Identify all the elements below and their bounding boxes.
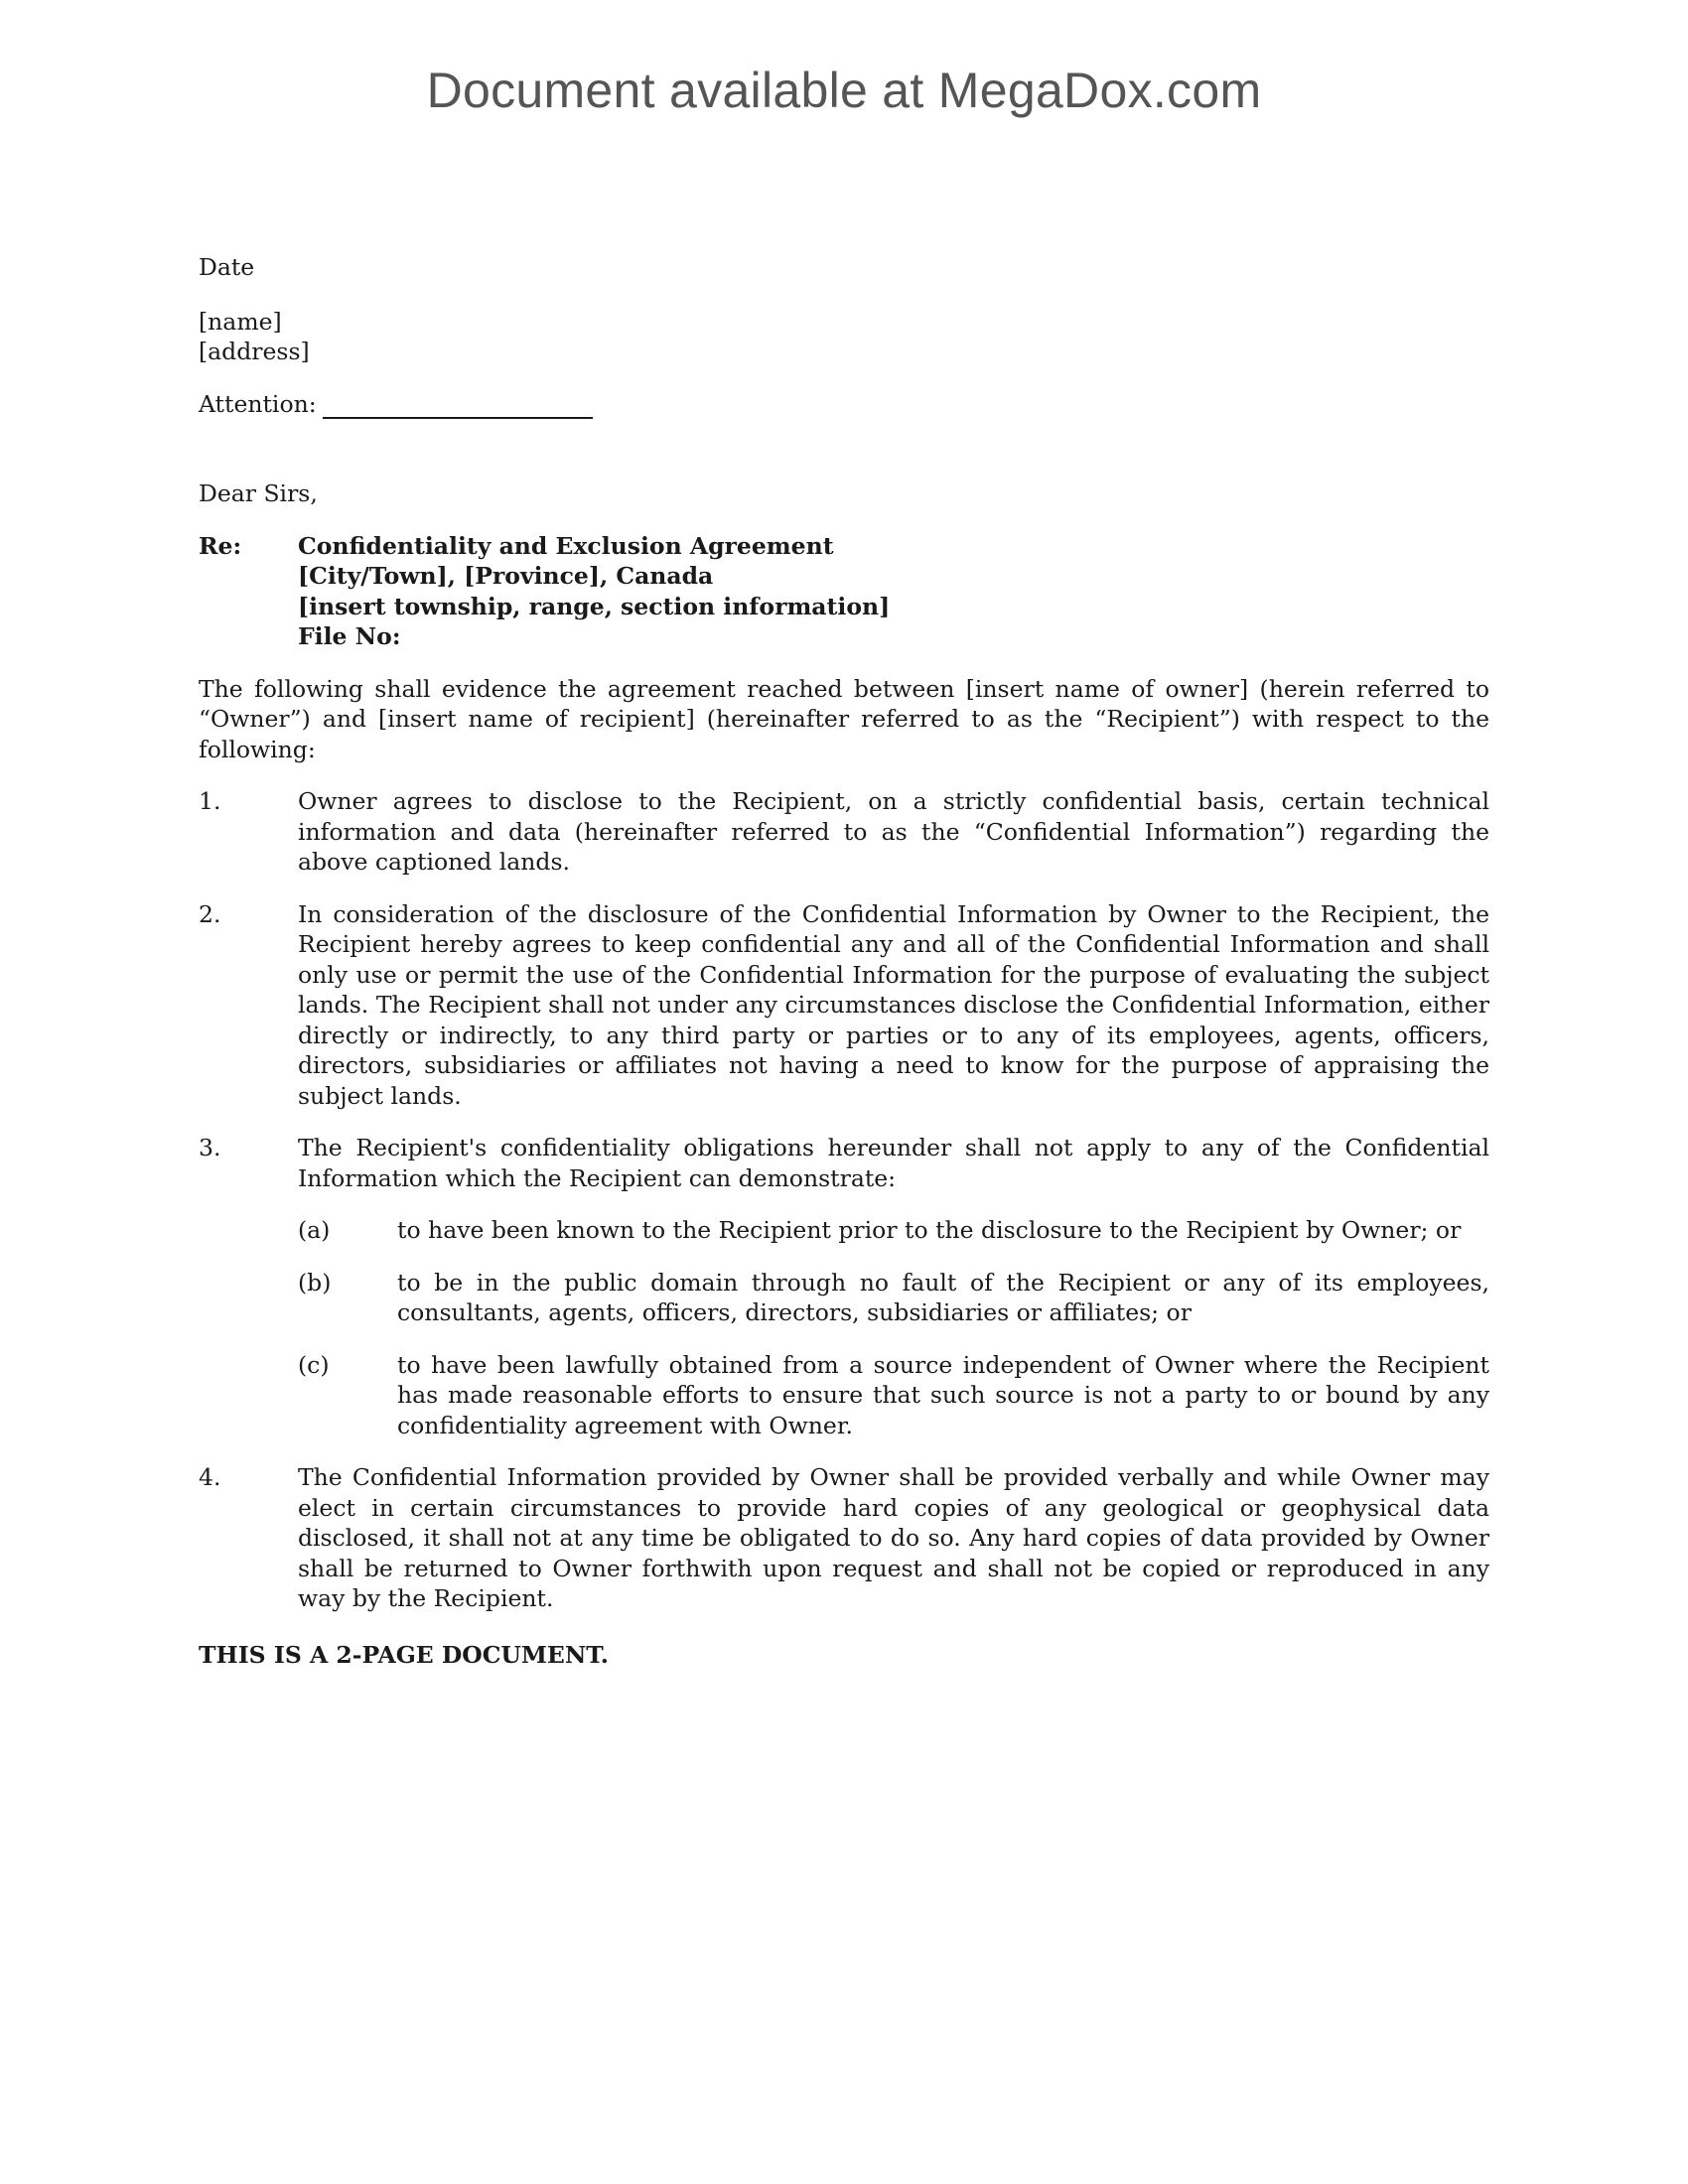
page-count-notice: THIS IS A 2-PAGE DOCUMENT. — [199, 1640, 609, 1669]
subject-label: Re: — [199, 531, 242, 560]
clause-number: 1. — [199, 787, 221, 815]
subject-line: [City/Town], [Province], Canada — [298, 562, 714, 590]
letter-document — [199, 252, 1489, 1670]
subclause-b — [298, 1268, 1489, 1328]
subclause-c — [298, 1350, 1489, 1441]
subject-line: File No: — [298, 622, 401, 650]
subclause-letter: (a) — [298, 1216, 331, 1244]
subject-lines — [298, 531, 890, 652]
recipient-block — [199, 307, 1489, 367]
subclause-letter: (c) — [298, 1350, 330, 1379]
attention-label: Attention: — [199, 389, 317, 418]
clause-text: The Confidential Information provided by Owner shall be provided verbally and while Owner may elect in certain circumstances to provide hard copies of any geological or geophysical data disclosed, it shall not at any time be obligated to do so. Any hard copies of data provided by Owner shall be returned to Owner forthwith upon request and shall not be copied or reproduced in any way by the Recipient. — [298, 1463, 1489, 1612]
letter-date: Date — [199, 253, 255, 281]
clause-1 — [199, 786, 1489, 878]
attention-line — [199, 389, 1489, 420]
clause-text: In consideration of the disclosure of the Confidential Information by Owner to the Recipient, the Recipient hereby agrees to keep confidential any and all of the Confidential Information and shall only use or permit the use of the Confidential Information for the purpose of evaluating the subject lands. The Recipient shall not under any circumstances disclose the Confidential Information, either directly or indirectly, to any third party or parties or to any of its employees, agents, officers, directors, subsidiaries or affiliates not having a need to know for the purpose of appraising the subject lands. — [298, 899, 1489, 1110]
subclause-text: to be in the public domain through no fault of the Recipient or any of its employees, consultants, agents, officers, directors, subsidiaries or affiliates; or — [397, 1268, 1489, 1326]
clause-number: 3. — [199, 1134, 221, 1161]
subclause-letter: (b) — [298, 1268, 332, 1297]
subclause-a — [298, 1215, 1489, 1246]
intro-paragraph: The following shall evidence the agreement reached between [insert name of owner] (herein referred to “Owner”) and [insert name of recipient] (hereinafter referred to as the “Recipient”) with respect to the following: — [199, 674, 1489, 763]
clause-number: 4. — [199, 1463, 221, 1491]
recipient-address: [address] — [199, 338, 310, 365]
attention-blank-field — [323, 395, 593, 419]
clause-4 — [199, 1462, 1489, 1614]
watermark-banner: Document available at MegaDox.com — [426, 63, 1262, 118]
subject-line: Confidentiality and Exclusion Agreement — [298, 531, 834, 560]
salutation: Dear Sirs, — [199, 479, 318, 507]
subclause-text: to have been lawfully obtained from a source independent of Owner where the Recipient has made reasonable efforts to ensure that such source is not a party to or bound by any confidentiality agreement with Owner. — [397, 1350, 1489, 1439]
subject-line: [insert township, range, section information] — [298, 592, 891, 620]
clause-text: The Recipient's confidentiality obligations hereunder shall not apply to any of the Confidential Information which the Recipient can demonstrate: — [298, 1134, 1489, 1192]
recipient-name: [name] — [199, 307, 282, 336]
clause-body — [298, 1133, 1489, 1440]
subclause-text: to have been known to the Recipient prior to the disclosure to the Recipient by Owner; or — [397, 1216, 1462, 1244]
subject-block — [199, 531, 1489, 652]
clause-2 — [199, 899, 1489, 1112]
clause-text: Owner agrees to disclose to the Recipient, on a strictly confidential basis, certain technical information and data (hereinafter referred to as the “Confidential Information”) regarding the above captioned lands. — [298, 787, 1489, 876]
clause-3 — [199, 1133, 1489, 1440]
clause-number: 2. — [199, 899, 221, 928]
